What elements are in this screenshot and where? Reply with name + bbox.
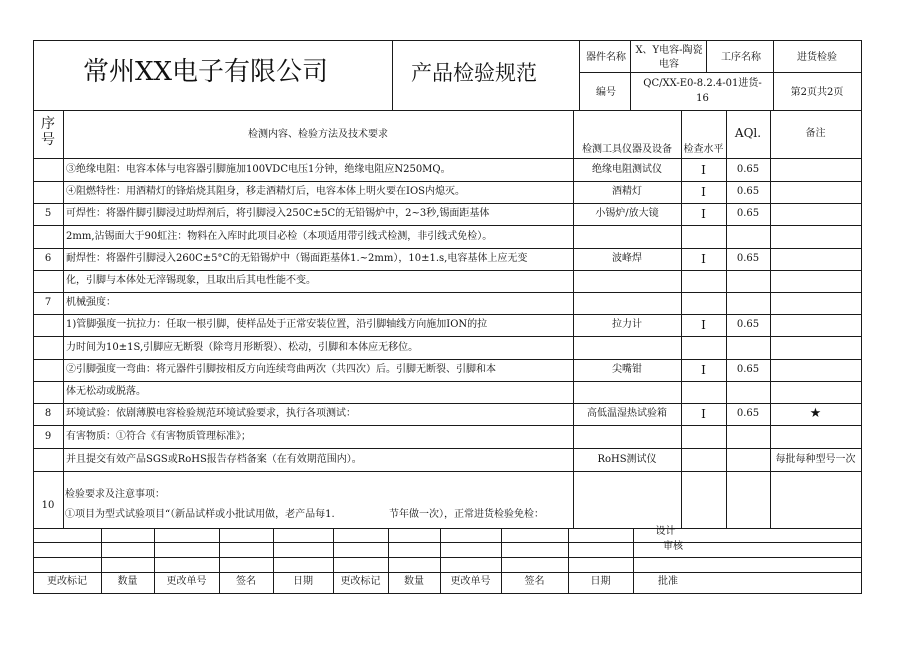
row-content: 环境试验：依剧薄膜电容检验规范环境试验要求，执行各项测试： (66, 408, 356, 419)
change-header-cell: 日期 (293, 576, 313, 587)
rule-horizontal (33, 158, 862, 159)
company-name: 常州XX电子有限公司 (83, 57, 329, 87)
row-equipment: 小锡炉/放大镜 (595, 208, 659, 219)
rule-vertical (392, 40, 393, 111)
row-content: 机械强度： (66, 297, 116, 308)
row-seq: 7 (44, 297, 52, 308)
col-equipment-header: 检测工具仪器及设备 (582, 144, 672, 155)
row-seq: 6 (44, 253, 52, 264)
rule-horizontal (33, 314, 862, 315)
doc-number-label: 编号 (596, 87, 616, 98)
row-content: 1)管脚强度一抗拉力：任取一根引脚，使样品处于正常安装位置，沿引脚轴线方向施加ION的拉 (66, 319, 488, 330)
row-remark: ★ (809, 406, 822, 421)
doc-number-value-cont: 16 (696, 93, 709, 104)
row-content: 并且提交有效产品SGS或RoHS报告存档备案（在有效期范围内）。 (66, 454, 362, 465)
rule-horizontal (33, 381, 862, 382)
row-inspection-level: I (701, 252, 706, 266)
process-name-value: 进货检验 (797, 52, 837, 63)
rule-horizontal (33, 542, 862, 543)
process-name-label: 工序名称 (721, 52, 761, 63)
rule-horizontal (33, 40, 862, 41)
change-header-cell: 签名 (524, 576, 545, 587)
row-content: 2mm,沾锡面大于90虹注：物料在入库时此项目必检（本项适用带引线式检测，非引线式免检）。 (66, 231, 493, 242)
rule-horizontal (33, 572, 862, 573)
row-aql: 0.65 (736, 364, 760, 375)
col-seq-label: 序 (41, 116, 55, 132)
design-label: 设计 (655, 526, 676, 537)
document-title: 产品检验规范 (411, 61, 537, 85)
row-equipment: 绝缘电阻测试仪 (592, 164, 662, 175)
rule-vertical (861, 40, 862, 594)
row-content: 体无松动或脱落。 (66, 386, 146, 397)
row-equipment: 尖嘴钳 (612, 364, 642, 375)
row-seq: 8 (44, 408, 52, 419)
row-content: ④阻燃特性：用酒精灯的锋焰烧其阻身，移走酒精灯后，电容本体上明火要在IOS内熄灭。 (66, 186, 465, 197)
row-seq: 9 (44, 431, 52, 442)
col-remark-header: 备注 (805, 128, 826, 139)
change-header-cell: 更改单号 (450, 576, 491, 587)
row-content: ③绝缘电阻：电容本体与电容器引脚施加100VDC电压1分钟，绝缘电阻应N250MQ。 (66, 164, 451, 175)
row-remark: 每批每种型号一次 (775, 454, 856, 465)
part-name-value-cont: 电容 (659, 59, 679, 70)
row-inspection-level: I (701, 363, 706, 377)
rule-horizontal (33, 448, 862, 449)
rule-horizontal (33, 336, 862, 337)
row-content: 耐焊性：将器件引脚浸入260C±5°C的无铅锡炉中（锡面距基体1.~2mm），10±1.s,电容基体上应无变 (66, 253, 528, 264)
row-inspection-level: I (701, 185, 706, 199)
doc-number-value: QC/XX-E0-8.2.4-01进货- (643, 78, 762, 89)
row-equipment: 波峰焊 (612, 253, 642, 264)
row-aql: 0.65 (736, 319, 760, 330)
rule-horizontal (33, 110, 862, 111)
rule-horizontal (33, 425, 862, 426)
change-header-cell: 更改标记 (340, 576, 381, 587)
rule-horizontal (33, 292, 862, 293)
approve-label: 批准 (658, 576, 678, 587)
row-aql: 0.65 (736, 164, 760, 175)
row-equipment: 酒精灯 (612, 186, 642, 197)
row-equipment: 高低温湿热试验箱 (587, 408, 667, 419)
rule-horizontal (33, 593, 862, 594)
row-content: 化，引脚与本体处无滓锡现象，且取出后其电性能不变。 (66, 275, 316, 286)
col-level-header: 检查水平 (683, 144, 724, 155)
row-aql: 0.65 (736, 186, 760, 197)
change-header-cell: 更改标记 (47, 576, 87, 587)
notes-line-cont: 节年做一次），正常进货检验免检： (389, 509, 544, 520)
col-aql-header: AQl. (734, 126, 762, 140)
rule-horizontal (33, 471, 862, 472)
rule-horizontal (33, 225, 862, 226)
rule-vertical (63, 110, 64, 529)
col-seq-label-cont: 号 (41, 132, 55, 148)
part-name-label: 器件名称 (586, 52, 626, 63)
row-inspection-level: I (701, 163, 706, 177)
col-content-header: 检测内容、检验方法及技术要求 (248, 129, 388, 140)
row-inspection-level: I (701, 318, 706, 332)
change-header-cell: 日期 (590, 576, 611, 587)
notes-seq: 10 (41, 500, 55, 511)
notes-line: ①项目为型式试验项目“（新品试样或小批试用做，老产品每1. (65, 509, 335, 520)
row-seq: 5 (44, 208, 52, 219)
row-content: 力时间为10±1S,引脚应无断裂（除弯月形断裂）、松动，引脚和本体应无移位。 (66, 342, 419, 353)
row-aql: 0.65 (736, 208, 760, 219)
part-name-value: X、Y电容-陶瓷 (635, 45, 703, 56)
row-equipment: 拉力计 (612, 319, 642, 330)
rule-vertical (770, 110, 771, 529)
notes-title: 检验要求及注意事项： (65, 489, 165, 500)
row-content: 有害物质：①符合《有害物质管理标准》； (66, 431, 251, 442)
change-header-cell: 签名 (236, 576, 256, 587)
review-label: 审核 (663, 541, 683, 552)
inspection-form (33, 40, 861, 593)
row-aql: 0.65 (736, 408, 760, 419)
row-aql: 0.65 (736, 253, 760, 264)
row-equipment: RoHS测试仪 (597, 454, 657, 465)
change-header-cell: 更改单号 (166, 576, 207, 587)
rule-horizontal (33, 403, 862, 404)
rule-horizontal (33, 359, 862, 360)
rule-horizontal (33, 203, 862, 204)
row-inspection-level: I (701, 407, 706, 421)
rule-horizontal (33, 248, 862, 249)
rule-vertical (579, 40, 580, 111)
page-info: 第2页共2页 (790, 87, 844, 98)
rule-horizontal (33, 181, 862, 182)
change-header-cell: 数量 (404, 576, 424, 587)
row-inspection-level: I (701, 207, 706, 221)
change-header-cell: 数量 (117, 576, 138, 587)
rule-horizontal (33, 270, 862, 271)
rule-horizontal (33, 557, 862, 558)
row-content: 可焊性：将器件脚引脚浸过助焊剂后，将引脚浸入250C±5C的无铅锡炉中，2~3秒,锡面距基体 (66, 208, 490, 219)
rule-horizontal (33, 528, 862, 529)
rule-horizontal (579, 72, 862, 73)
row-content: ②引脚强度一弯曲：将元器件引脚按相反方向连续弯曲两次（共四次）后。引脚无断裂、引脚和本 (66, 364, 496, 375)
